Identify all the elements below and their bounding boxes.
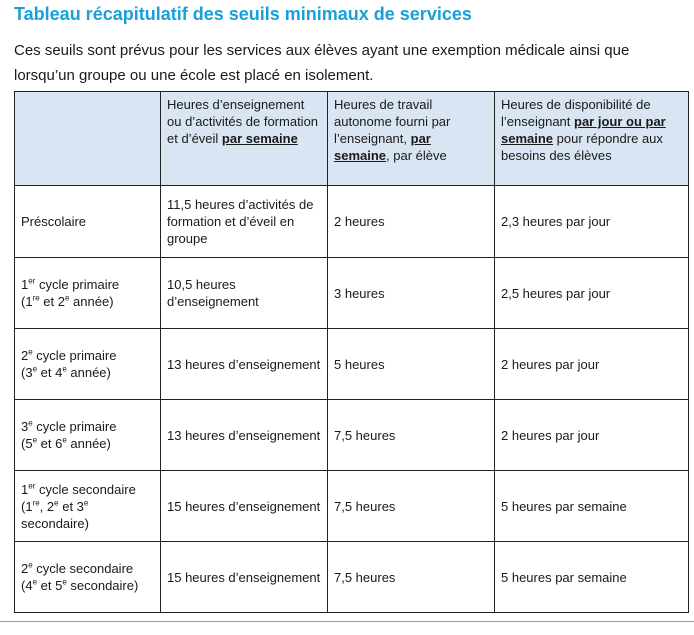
table-row (15, 542, 689, 613)
page-divider (0, 621, 694, 622)
table-header-row (15, 92, 689, 186)
header-level (15, 92, 161, 186)
teaching-hours-cell: 15 heures d’enseignement (161, 471, 328, 542)
availability-hours-cell: 2 heures par jour (495, 329, 689, 400)
intro-paragraph: Ces seuils sont prévus pour les services aux élèves ayant une exemption médicale ainsi que lorsqu’un groupe ou une école est placé en isolement. (14, 42, 630, 84)
availability-hours-cell: 2 heures par jour (495, 400, 689, 471)
autonomous-hours-cell: 7,5 heures (328, 542, 495, 613)
header-autonomous-hours: Heures de travail autonome fourni par l’enseignant, par semaine, par élève (328, 92, 495, 186)
autonomous-hours-cell: 7,5 heures (328, 400, 495, 471)
level-cell: 1er cycle secondaire (1re, 2e et 3e secondaire) (15, 471, 161, 542)
level-cell: 2e cycle secondaire (4e et 5e secondaire) (15, 542, 161, 613)
autonomous-hours-cell: 2 heures (328, 186, 495, 258)
table-row (15, 329, 689, 400)
teaching-hours-cell: 13 heures d’enseignement (161, 329, 328, 400)
level-cell: 3e cycle primaire (5e et 6e année) (15, 400, 161, 471)
teaching-hours-cell: 15 heures d’enseignement (161, 542, 328, 613)
level-cell: 2e cycle primaire (3e et 4e année) (15, 329, 161, 400)
autonomous-hours-cell: 3 heures (328, 258, 495, 329)
availability-hours-cell: 2,3 heures par jour (495, 186, 689, 258)
teaching-hours-cell: 13 heures d’enseignement (161, 400, 328, 471)
header-teaching-hours: Heures d’enseignement ou d’activités de formation et d’éveil par semaine (161, 92, 328, 186)
table-row (15, 400, 689, 471)
autonomous-hours-cell: 7,5 heures (328, 471, 495, 542)
availability-hours-cell: 2,5 heures par jour (495, 258, 689, 329)
table-row (15, 186, 689, 258)
header-availability-hours: Heures de disponibilité de l’enseignant par jour ou par semaine pour répondre aux besoins des élèves (495, 92, 689, 186)
table-row (15, 258, 689, 329)
availability-hours-cell: 5 heures par semaine (495, 471, 689, 542)
level-cell: 1er cycle primaire (1re et 2e année) (15, 258, 161, 329)
teaching-hours-cell: 11,5 heures d’activités de formation et d’éveil en groupe (161, 186, 328, 258)
table-row (15, 471, 689, 542)
availability-hours-cell: 5 heures par semaine (495, 542, 689, 613)
autonomous-hours-cell: 5 heures (328, 329, 495, 400)
services-table (14, 91, 689, 613)
level-cell: Préscolaire (15, 186, 161, 258)
teaching-hours-cell: 10,5 heures d’enseignement (161, 258, 328, 329)
page-title: Tableau récapitulatif des seuils minimaux de services (14, 4, 472, 24)
